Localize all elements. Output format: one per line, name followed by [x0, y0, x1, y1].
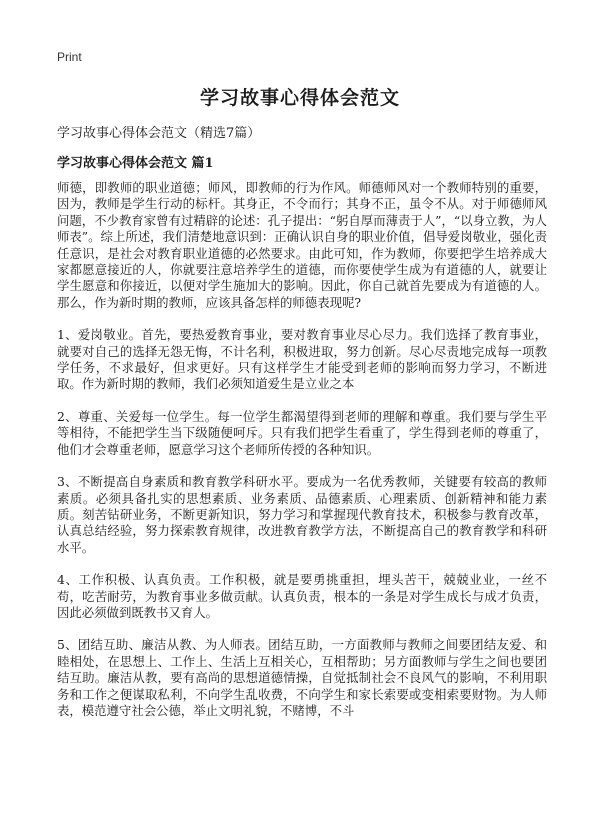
paragraph-item-4: 4、工作积极、认真负责。工作积极，就是要勇挑重担，埋头苦干，兢兢业业，一丝不苟，吃苦耐劳，为教育事业多做贡献。认真负责，根本的一条是对学生成长与成才负责，因此必须做到既教书又育人。: [57, 572, 547, 620]
paragraph-item-3: 3、不断提高自身素质和教育教学科研水平。要成为一名优秀教师，关键要有较高的教师素质。必须具备扎实的思想素质、业务素质、品德素质、心理素质、创新精神和能力素质。刻苦钻研业务，不断更新知识，努力学习和掌握现代教育技术，积极参与教育改革，认真总结经验，努力探索教育规律，改进教育教学方法，不断提高自己的教育教学和科研水平。: [57, 474, 547, 555]
article-body: [57, 180, 547, 735]
page-title: 学习故事心得体会范文: [199, 87, 400, 109]
document-subtitle: 学习故事心得体会范文（精选7篇）: [57, 126, 261, 141]
paragraph-item-2: 2、尊重、关爱每一位学生。每一位学生都渴望得到老师的理解和尊重。我们要与学生平等相待，不能把学生当下级随便呵斥。只有我们把学生看重了，学生得到老师的尊重了，他们才会尊重老师，愿意学习这个老师所传授的各种知识。: [57, 408, 547, 457]
paragraph-item-5: 5、团结互助、廉洁从教、为人师表。团结互助，一方面教师与教师之间要团结友爱、和睦相处，在思想上、工作上、生活上互相关心，互相帮助；另方面教师与学生之间也要团结互助。廉洁从教，要有高尚的思想道德情操，自觉抵制社会不良风气的影响，不利用职务和工作之便谋取私利，不向学生乱收费，不向学生和家长索要或变相索要财物。为人师表，模范遵守社会公德，举止文明礼貌，不赌博，不斗: [57, 637, 547, 718]
paragraph-intro: 师德，即教师的职业道德；师风，即教师的行为作风。师德师风对一个教师特别的重要，因为，教师是学生行动的标杆。其身正，不令而行；其身不正，虽令不从。对于师德师风问题，不少教育家曾有过精辟的论述：孔子提出：“躬自厚而薄责于人”，“以身立教，为人师表”。综上所述，我们清楚地意识到：正确认识自身的职业价值，倡导爱岗敬业，强化责任意识，是社会对教育职业道德的必然要求。由此可知，作为教师，你要把学生培养成大家都愿意接近的人，你就要注意培养学生的道德，而你要使学生成为有道德的人，就要让学生愿意和你接近，以便对学生施加大的影响。因此，你自己就首先要成为有道德的人。那么，作为新时期的教师，应该具备怎样的师德表现呢?: [57, 180, 547, 310]
print-link[interactable]: Print: [57, 50, 82, 64]
section-heading: 学习故事心得体会范文 篇1: [57, 156, 214, 171]
paragraph-item-1: 1、爱岗敬业。首先，要热爱教育事业，要对教育事业尽心尽力。我们选择了教育事业，就要对自己的选择无怨无悔，不计名利，积极进取，努力创新。尽心尽责地完成每一项教学任务，不求最好，但求更好。只有这样学生才能受到老师的影响而努力学习，不断进取。作为新时期的教师，我们必须知道爱生是立业之本: [57, 327, 547, 392]
